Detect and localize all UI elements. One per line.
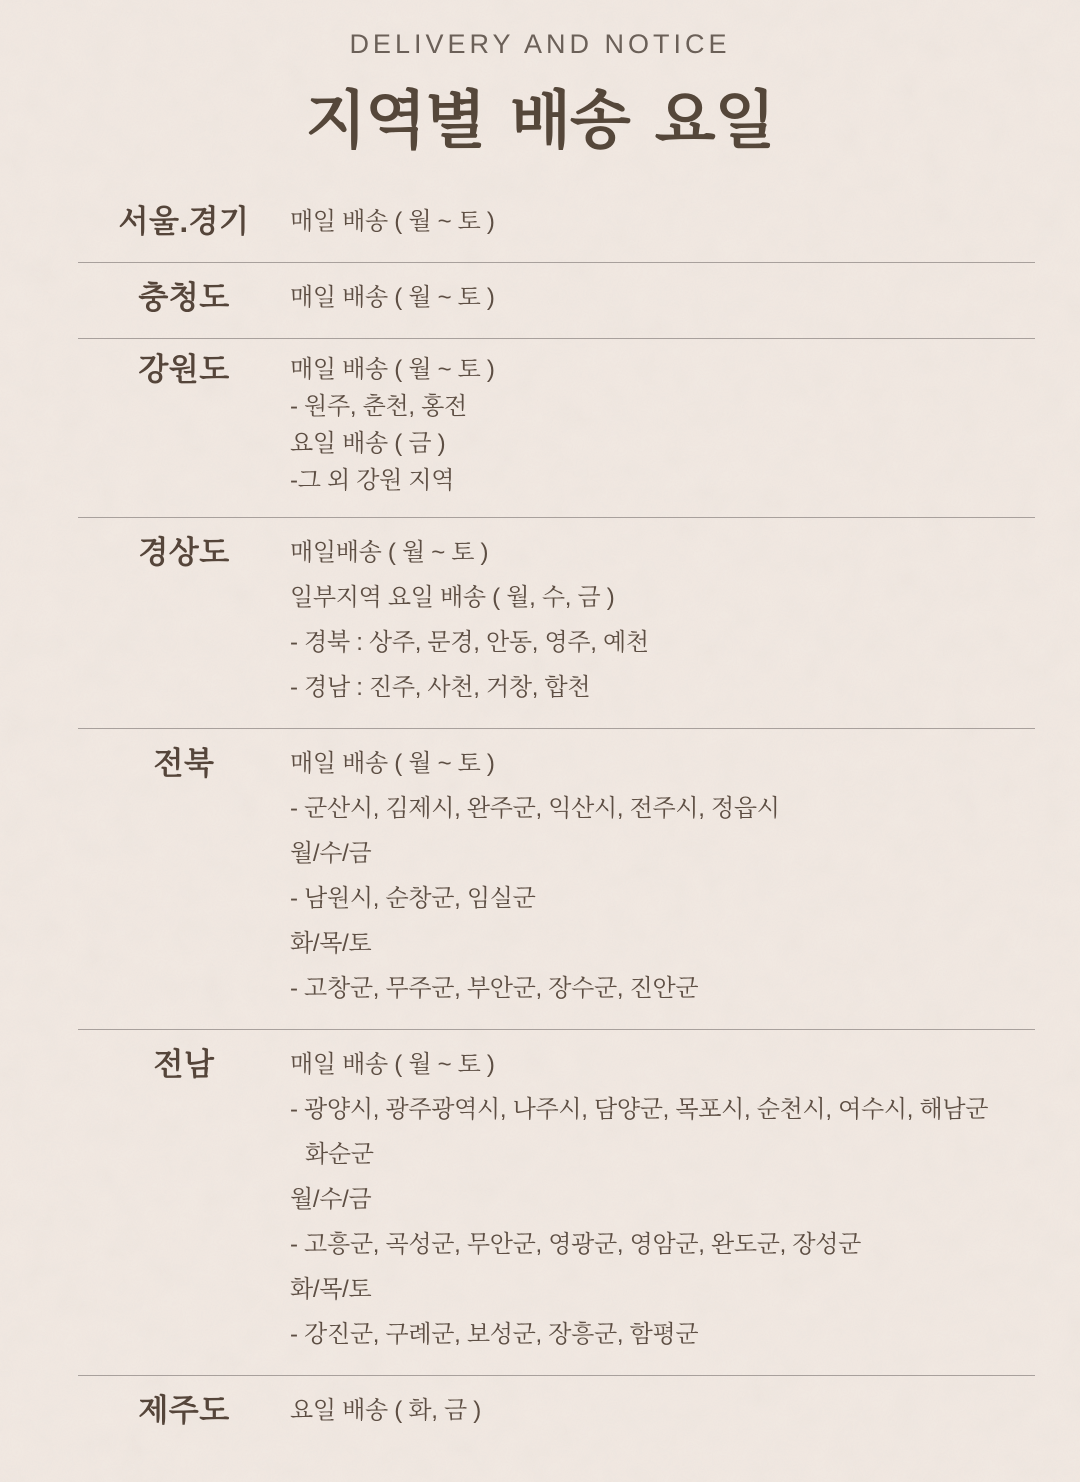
region-name: 전남 [153,1046,215,1082]
delivery-line: 화/목/토 [290,1275,372,1303]
delivery-line: 매일 배송 ( 월 ~ 토 ) [290,207,495,235]
region-name: 경상도 [138,534,230,570]
region-row [78,517,1035,728]
delivery-line: 요일 배송 ( 화, 금 ) [290,1396,481,1424]
region-schedule [290,530,1035,710]
delivery-line: 매일 배송 ( 월 ~ 토 ) [290,1050,495,1078]
delivery-line: 매일배송 ( 월 ~ 토 ) [290,538,489,566]
delivery-line: 월/수/금 [290,1185,372,1213]
region-row [78,262,1035,338]
region-name: 전북 [153,745,215,781]
region-name: 충청도 [138,279,230,315]
delivery-line: 월/수/금 [290,839,372,867]
delivery-line: - 강진군, 구례군, 보성군, 장흥군, 함평군 [290,1320,699,1348]
region-name: 강원도 [138,351,230,387]
region-schedule [290,275,1035,320]
region-row [78,187,1035,262]
delivery-line: -그 외 강원 지역 [290,466,455,494]
region-schedule [290,1388,1035,1433]
delivery-table [78,187,1035,1451]
region-schedule [290,741,1035,1011]
delivery-line: - 원주, 춘천, 홍전 [290,392,467,420]
delivery-line: - 경남 : 진주, 사천, 거창, 합천 [290,673,591,701]
delivery-line: - 고흥군, 곡성군, 무안군, 영광군, 영암군, 완도군, 장성군 [290,1230,862,1258]
eyebrow-text: DELIVERY AND NOTICE [349,29,731,59]
region-schedule [290,199,1035,244]
page-title: 지역별 배송 요일 [305,83,775,158]
delivery-line: - 광양시, 광주광역시, 나주시, 담양군, 목포시, 순천시, 여수시, 해남군 [290,1095,989,1123]
delivery-line: 매일 배송 ( 월 ~ 토 ) [290,355,495,383]
region-row [78,338,1035,517]
delivery-line: 요일 배송 ( 금 ) [290,429,446,457]
region-row [78,1375,1035,1451]
header [0,0,1080,157]
delivery-line: 매일 배송 ( 월 ~ 토 ) [290,283,495,311]
region-row [78,728,1035,1029]
region-name: 제주도 [138,1392,230,1428]
delivery-line: - 군산시, 김제시, 완주군, 익산시, 전주시, 정읍시 [290,794,780,822]
delivery-line: - 남원시, 순창군, 임실군 [290,884,536,912]
delivery-line: 화/목/토 [290,929,372,957]
region-name: 서울.경기 [118,203,250,239]
region-schedule [290,351,1035,499]
delivery-line: - 경북 : 상주, 문경, 안동, 영주, 예천 [290,628,649,656]
region-row [78,1029,1035,1375]
region-schedule [290,1042,1035,1357]
delivery-line: - 고창군, 무주군, 부안군, 장수군, 진안군 [290,974,699,1002]
delivery-line: 화순군 [305,1140,374,1168]
delivery-line: 일부지역 요일 배송 ( 월, 수, 금 ) [290,583,615,611]
delivery-line: 매일 배송 ( 월 ~ 토 ) [290,749,495,777]
